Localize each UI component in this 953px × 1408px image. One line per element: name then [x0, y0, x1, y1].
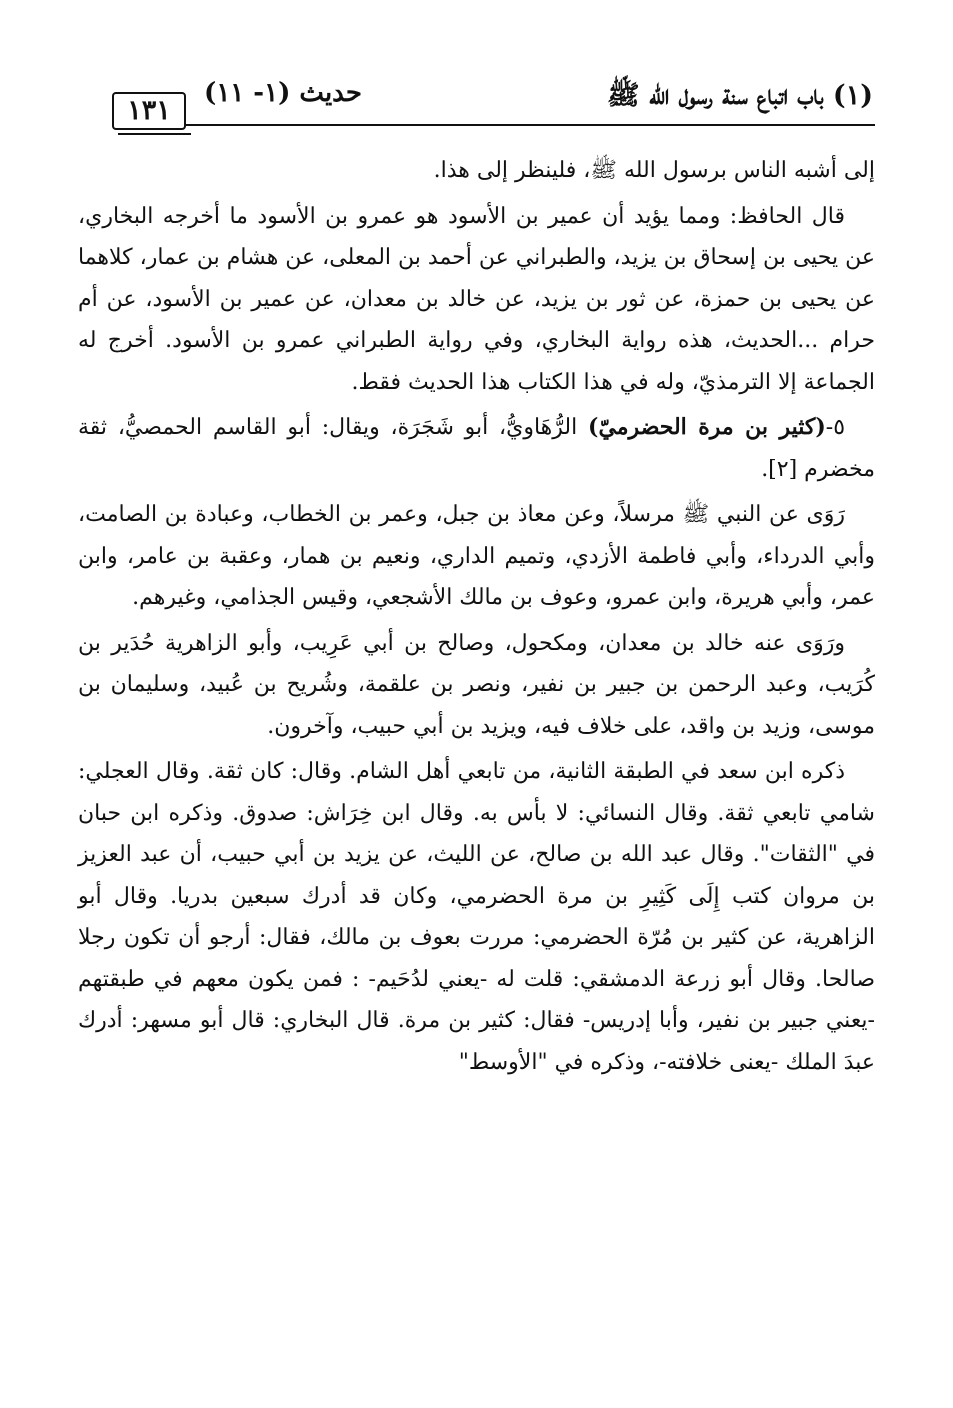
page-header [0, 0, 953, 140]
narrator-details: الرُّهَاويُّ، أبو شَجَرَة، ويقال: أبو القاسم الحمصيُّ، ثقة مخضرم [٢]. [78, 415, 875, 482]
paragraph-narrated-by: ورَوَى عنه خالد بن معدان، ومكحول، وصالح بن أبي عَرِيب، وأبو الزاهرية حُدَير بن كُرَيب، وعبد الرحمن بن جبير بن نفير، ونصر بن علقمة، وشُريح بن عُبيد، وسليمان بن موسى، وزيد بن واقد، على خلاف فيه، ويزيد بن أبي حبيب، وآخرون. [78, 630, 875, 739]
chapter-title: (١) باب اتباع سنة رسول الله ﷺ [607, 80, 873, 111]
body-text [78, 150, 875, 1083]
paragraph-continuation: إلى أشبه الناس برسول الله ﷺ، فلينظر إلى هذا. [433, 158, 875, 183]
paragraph-gradings: ذكره ابن سعد في الطبقة الثانية، من تابعي أهل الشام. وقال: كان ثقة. وقال العجلي: شامي تابعي ثقة. وقال النسائي: لا بأس به. وقال ابن خِرَاش: صدوق. وذكره ابن حبان في "الثقات". وقال عبد الله بن صالح، عن الليث، عن يزيد بن أبي حبيب، أن عبد العزيز بن مروان كتب إِلَى كَثِيرِ بن مرة الحضرمي، وكان قد أدرك سبعين بدريا. وقال أبو الزاهرية، عن كثير بن مُرّة الحضرمي: مررت بعوف بن مالك، فقال: أرجو أن تكون رجلا صالحا. وقال أبو زرعة الدمشقي: قلت له -يعني لدُحَيم- : فمن يكون معهم في طبقتهم -يعني جبير بن نفير، وأبا إدريس- فقال: كثير بن مرة. قال البخاري: قال أبو مسهر: أدرك عبدَ الملك -يعنى خلافته-، وذكره في "الأوسط" [78, 759, 875, 1075]
narrator-name: (كثير بن مرة الحضرميّ) [588, 414, 826, 440]
paragraph-hafiz: قال الحافظ: ومما يؤيد أن عمير بن الأسود هو عمرو بن الأسود ما أخرجه البخاري، عن يحيى بن إسحاق بن يزيد، والطبراني عن أحمد بن المعلى، عن هشام بن عمار، كلاهما عن يحيى بن حمزة، عن ثور بن يزيد، عن خالد بن معدان، عن عمير بن الأسود، عن أم حرام ...الحديث، هذه رواية البخاري، وفي رواية الطبراني عمرو بن الأسود. أخرج له الجماعة إلا الترمذيّ، وله في هذا الكتاب هذا الحديث فقط. [78, 203, 875, 395]
header-rule [186, 124, 875, 126]
narrator-entry-5 [78, 407, 875, 490]
page-number-box [112, 92, 186, 130]
hadith-range: حديث (١- ١١) [204, 78, 362, 108]
paragraph-narrated-from: رَوَى عن النبي ﷺ مرسلاً، وعن معاذ بن جبل، وعمر بن الخطاب، وعبادة بن الصامت، وأبي الدرداء، وأبي فاطمة الأزدي، وتميم الداري، ونعيم بن همار، وعقبة بن عامر، وابن عمر، وأبي هريرة، وابن عمرو، وعوف بن مالك الأشجعي، وقيس الجذامي، وغيرهم. [78, 502, 875, 610]
page-number: ١٣١ [127, 95, 171, 126]
entry-number: ٥- [825, 415, 846, 440]
